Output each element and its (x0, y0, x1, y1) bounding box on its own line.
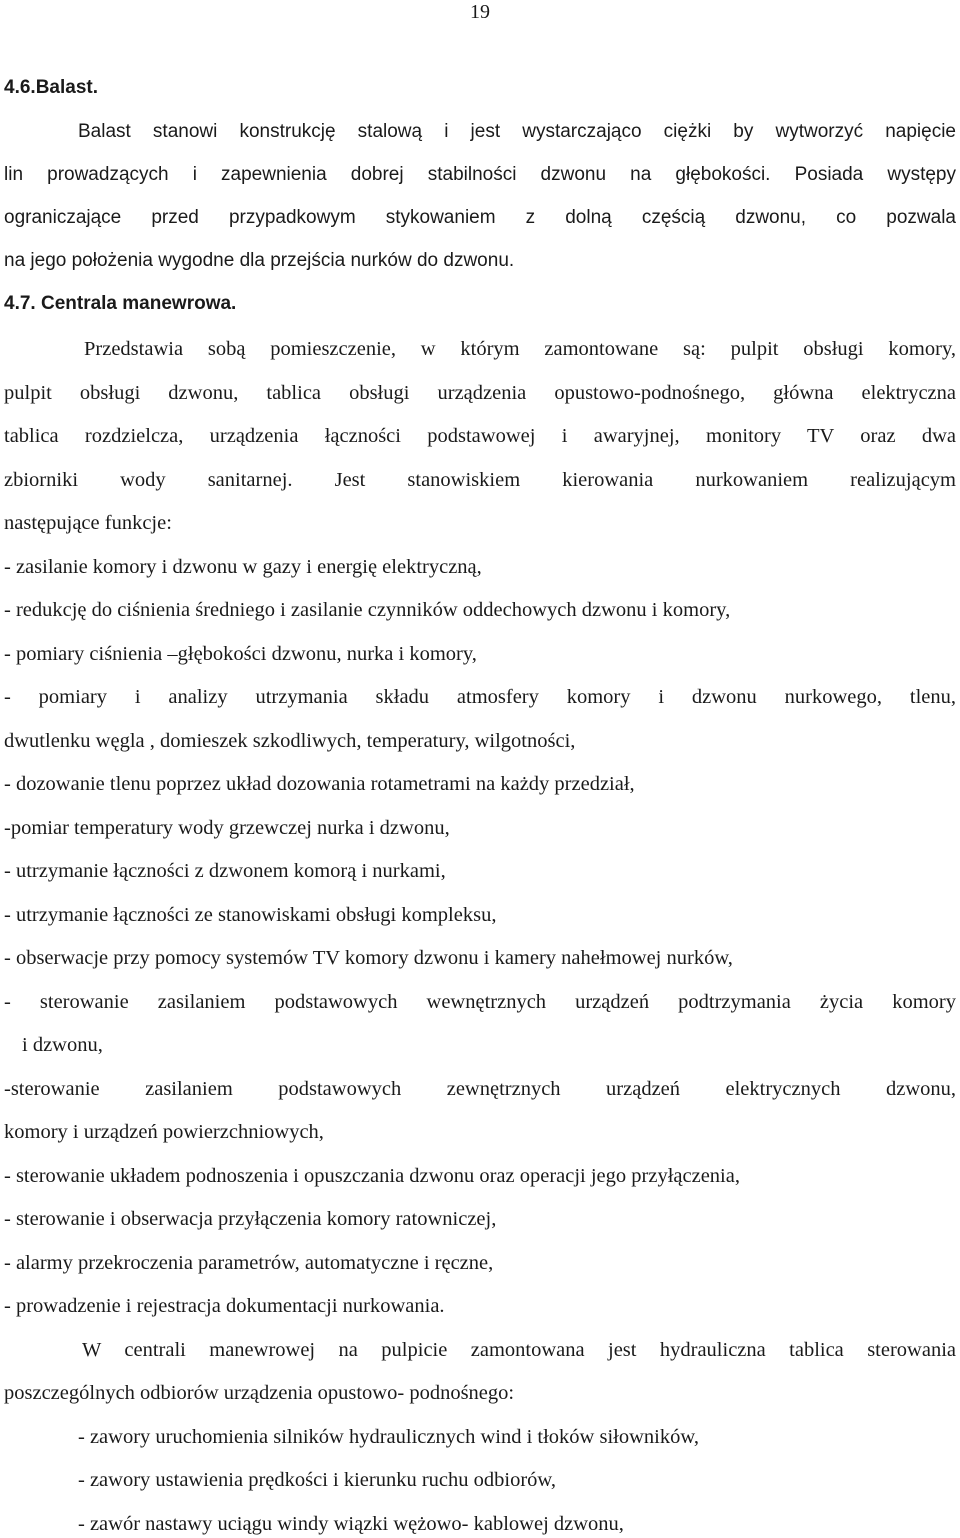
function-item: - pomiary i analizy utrzymania składu atmosfery komory i dzwonu nurkowego, tlenu, (4, 686, 956, 708)
page-number: 19 (470, 1, 490, 23)
panel-item: - zawory uruchomienia silników hydraulicznych wind i tłoków siłowników, (78, 1426, 699, 1448)
paragraph-line: zbiorniki wody sanitarnej. Jest stanowiskiem kierowania nurkowaniem realizującym (4, 469, 956, 491)
paragraph-line: Balast stanowi konstrukcję stalową i jest wystarczająco ciężki by wytworzyć napięcie (78, 121, 956, 142)
function-item: - zasilanie komory i dzwonu w gazy i energię elektryczną, (4, 556, 482, 578)
paragraph-line: pulpit obsługi dzwonu, tablica obsługi urządzenia opustowo-podnośnego, główna elektryczna (4, 382, 956, 404)
paragraph-line: lin prowadzących i zapewnienia dobrej stabilności dzwonu na głębokości. Posiada występy (4, 164, 956, 185)
section-heading-ballast: 4.6.Balast. (4, 77, 98, 98)
function-item: - sterowanie układem podnoszenia i opuszczania dzwonu oraz operacji jego przyłączenia, (4, 1165, 740, 1187)
function-item: - pomiary ciśnienia –głębokości dzwonu, nurka i komory, (4, 643, 477, 665)
function-item: -pomiar temperatury wody grzewczej nurka i dzwonu, (4, 817, 450, 839)
function-item: - redukcję do ciśnienia średniego i zasilanie czynników oddechowych dzwonu i komory, (4, 599, 731, 621)
paragraph-line: W centrali manewrowej na pulpicie zamontowana jest hydrauliczna tablica sterowania (82, 1339, 956, 1361)
function-item: i dzwonu, (22, 1034, 103, 1056)
function-item: -sterowanie zasilaniem podstawowych zewnętrznych urządzeń elektrycznych dzwonu, (4, 1078, 956, 1100)
function-item: - utrzymanie łączności z dzwonem komorą i nurkami, (4, 860, 446, 882)
function-item: dwutlenku węgla , domieszek szkodliwych, temperatury, wilgotności, (4, 730, 576, 752)
function-item: - dozowanie tlenu poprzez układ dozowania rotametrami na każdy przedział, (4, 773, 635, 795)
function-item: - alarmy przekroczenia parametrów, automatyczne i ręczne, (4, 1252, 494, 1274)
function-item: - prowadzenie i rejestracja dokumentacji nurkowania. (4, 1295, 445, 1317)
panel-item: - zawory ustawienia prędkości i kierunku ruchu odbiorów, (78, 1469, 557, 1491)
function-item: komory i urządzeń powierzchniowych, (4, 1121, 324, 1143)
function-item: - utrzymanie łączności ze stanowiskami obsługi kompleksu, (4, 904, 497, 926)
paragraph-line: tablica rozdzielcza, urządzenia łączności podstawowej i awaryjnej, monitory TV oraz dwa (4, 425, 956, 447)
paragraph-line: poszczególnych odbiorów urządzenia opustowo- podnośnego: (4, 1382, 515, 1404)
paragraph-line: na jego położenia wygodne dla przejścia nurków do dzwonu. (4, 250, 515, 271)
section-heading-control-room: 4.7. Centrala manewrowa. (4, 293, 237, 314)
function-item: - obserwacje przy pomocy systemów TV komory dzwonu i kamery nahełmowej nurków, (4, 947, 733, 969)
paragraph-line: Przedstawia sobą pomieszczenie, w którym zamontowane są: pulpit obsługi komory, (84, 338, 956, 360)
function-item: - sterowanie zasilaniem podstawowych wewnętrznych urządzeń podtrzymania życia komory (4, 991, 956, 1013)
paragraph-line: następujące funkcje: (4, 512, 172, 534)
function-item: - sterowanie i obserwacja przyłączenia komory ratowniczej, (4, 1208, 497, 1230)
paragraph-line: ograniczające przed przypadkowym stykowaniem z dolną częścią dzwonu, co pozwala (4, 207, 956, 228)
panel-item: - zawór nastawy uciągu windy wiązki wężowo- kablowej dzwonu, (78, 1513, 624, 1535)
